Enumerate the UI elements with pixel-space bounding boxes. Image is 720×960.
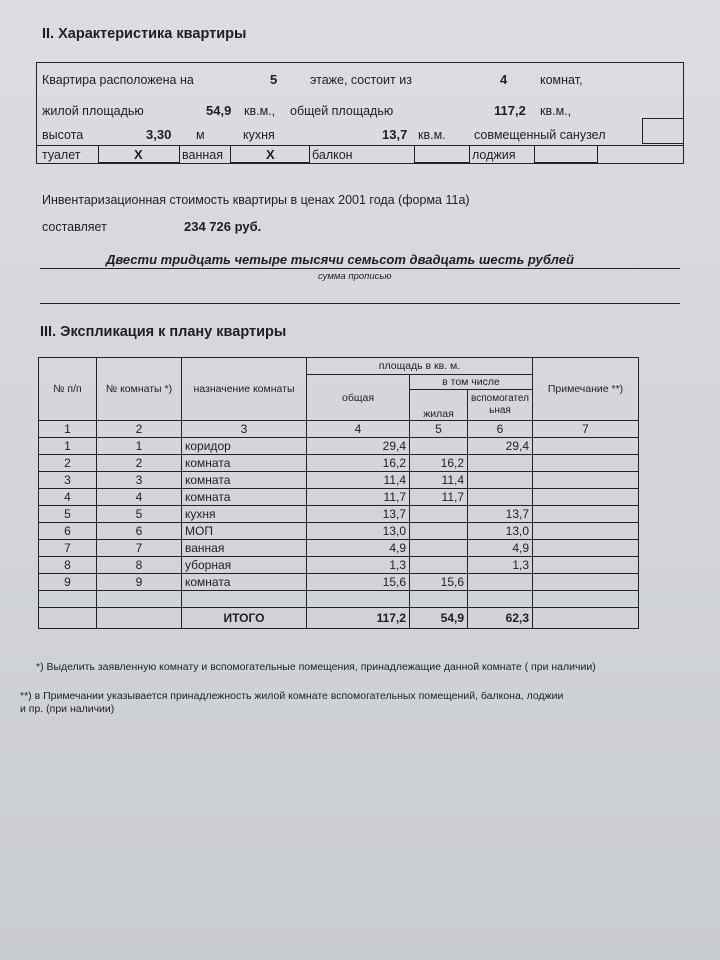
unit-meter: м: [196, 128, 205, 142]
amount-words-line: [40, 268, 680, 269]
total-label: ИТОГО: [182, 608, 307, 629]
header-area-group: площадь в кв. м.: [307, 358, 533, 375]
toilet-mark: Х: [134, 147, 143, 162]
footnote-1: *) Выделить заявленную комнату и вспомогательные помещения, принадлежащие данной комнате ( при наличии): [36, 661, 596, 673]
row-number: 5: [39, 506, 97, 523]
col-number: 2: [97, 421, 182, 438]
section2-title: II. Характеристика квартиры: [42, 26, 247, 42]
height-value: 3,30: [146, 127, 172, 142]
total-aux-sum: 62,3: [468, 608, 533, 629]
col-number: 6: [468, 421, 533, 438]
header-note: Примечание **): [533, 358, 639, 421]
col-number: 4: [307, 421, 410, 438]
label-amount: составляет: [42, 220, 107, 234]
row-total-area: 15,6: [307, 574, 410, 591]
row-living-area: [410, 557, 468, 574]
label-height: высота: [42, 128, 84, 142]
row-living-area: 11,4: [410, 472, 468, 489]
row-purpose: комната: [182, 574, 307, 591]
header-room-num: № комнаты *): [97, 358, 182, 421]
header-including: в том числе: [410, 375, 533, 390]
label-living-area: жилой площадью: [42, 104, 144, 118]
total-living-sum: 54,9: [410, 608, 468, 629]
row-purpose: коридор: [182, 438, 307, 455]
rooms-value: 4: [500, 72, 508, 87]
label-toilet: туалет: [42, 148, 81, 162]
row-total-area: 1,3: [307, 557, 410, 574]
row-purpose: комната: [182, 472, 307, 489]
row-living-area: [410, 438, 468, 455]
row-number: 6: [39, 523, 97, 540]
col-number: 3: [182, 421, 307, 438]
unit-sqm-2: кв.м.,: [540, 104, 572, 118]
row-number: 2: [39, 455, 97, 472]
row-room-number: 9: [97, 574, 182, 591]
row-living-area: [410, 540, 468, 557]
table-row: [39, 506, 639, 523]
table-row: [39, 540, 639, 557]
row-room-number: 8: [97, 557, 182, 574]
row-total-area: 11,4: [307, 472, 410, 489]
col-number: 7: [533, 421, 639, 438]
row-aux-area: [468, 574, 533, 591]
row-living-area: 16,2: [410, 455, 468, 472]
section3-title: III. Экспликация к плану квартиры: [40, 324, 287, 340]
row-room-number: 4: [97, 489, 182, 506]
row-room-number: 1: [97, 438, 182, 455]
row-total-area: 4,9: [307, 540, 410, 557]
table-row: [39, 557, 639, 574]
row-purpose: МОП: [182, 523, 307, 540]
row-room-number: 2: [97, 455, 182, 472]
footnote-2-line2: и пр. (при наличии): [20, 703, 115, 715]
total-area-sum: 117,2: [307, 608, 410, 629]
header-total: общая: [307, 375, 410, 421]
row-purpose: комната: [182, 489, 307, 506]
table-row: [39, 455, 639, 472]
row-total-area: 29,4: [307, 438, 410, 455]
row-note: [533, 574, 639, 591]
header-num: № п/п: [39, 358, 97, 421]
table-row: [39, 523, 639, 540]
valuation-text: Инвентаризационная стоимость квартиры в ценах 2001 года (форма 11а): [42, 193, 470, 207]
row-note: [533, 523, 639, 540]
row-note: [533, 438, 639, 455]
row-room-number: 6: [97, 523, 182, 540]
row-number: 7: [39, 540, 97, 557]
row-purpose: комната: [182, 455, 307, 472]
row-note: [533, 472, 639, 489]
label-kitchen: кухня: [243, 128, 275, 142]
row-living-area: 11,7: [410, 489, 468, 506]
bathroom-mark: Х: [266, 147, 275, 162]
label-rooms: комнат,: [540, 73, 583, 87]
row-note: [533, 506, 639, 523]
blank-line: [40, 303, 680, 304]
loggia-box: [534, 145, 598, 163]
row-number: 1: [39, 438, 97, 455]
label-floor: этаже, состоит из: [310, 73, 412, 87]
row-note: [533, 489, 639, 506]
row-purpose: ванная: [182, 540, 307, 557]
row-aux-area: [468, 455, 533, 472]
table-row: [39, 438, 639, 455]
row-aux-area: [468, 472, 533, 489]
table-row: [39, 472, 639, 489]
total-area-value: 117,2: [494, 103, 526, 118]
row-aux-area: 13,0: [468, 523, 533, 540]
row-number: 9: [39, 574, 97, 591]
col-number: 5: [410, 421, 468, 438]
label-bathroom: ванная: [182, 148, 223, 162]
row-living-area: [410, 523, 468, 540]
combined-bathroom-box: [642, 118, 684, 144]
label-located: Квартира расположена на: [42, 73, 194, 87]
row-room-number: 7: [97, 540, 182, 557]
row-living-area: [410, 506, 468, 523]
living-area-value: 54,9: [206, 103, 232, 118]
row-number: 4: [39, 489, 97, 506]
table-row: [39, 489, 639, 506]
row-note: [533, 540, 639, 557]
amount-in-words: Двести тридцать четыре тысячи семьсот двадцать шесть рублей: [106, 252, 574, 267]
row-purpose: кухня: [182, 506, 307, 523]
row-total-area: 11,7: [307, 489, 410, 506]
label-combined-bathroom: совмещенный санузел: [474, 128, 606, 142]
row-aux-area: 29,4: [468, 438, 533, 455]
floor-value: 5: [270, 72, 278, 87]
row-note: [533, 455, 639, 472]
label-loggia: лоджия: [472, 148, 516, 162]
col-number: 1: [39, 421, 97, 438]
unit-sqm-1: кв.м.,: [244, 104, 276, 118]
row-aux-area: 1,3: [468, 557, 533, 574]
row-aux-area: 4,9: [468, 540, 533, 557]
row-living-area: 15,6: [410, 574, 468, 591]
row-total-area: 13,7: [307, 506, 410, 523]
header-purpose: назначение комнаты: [182, 358, 307, 421]
row-room-number: 5: [97, 506, 182, 523]
row-note: [533, 557, 639, 574]
explication-table: [38, 357, 639, 629]
kitchen-value: 13,7: [382, 127, 408, 142]
label-balcony: балкон: [312, 148, 353, 162]
row-room-number: 3: [97, 472, 182, 489]
label-total-area: общей площадью: [290, 104, 394, 118]
balcony-box: [414, 145, 470, 163]
footnote-2-line1: **) в Примечании указывается принадлежность жилой комнате вспомогательных помещений, балкона, лоджии: [20, 690, 564, 702]
row-total-area: 16,2: [307, 455, 410, 472]
amount-value: 234 726 руб.: [184, 219, 262, 234]
row-number: 8: [39, 557, 97, 574]
row-purpose: уборная: [182, 557, 307, 574]
row-number: 3: [39, 472, 97, 489]
amount-words-caption: сумма прописью: [318, 271, 392, 282]
row-aux-area: [468, 489, 533, 506]
header-living: жилая: [410, 390, 468, 421]
table-row: [39, 574, 639, 591]
row-total-area: 13,0: [307, 523, 410, 540]
explication-rows: [39, 438, 639, 591]
header-aux: вспомогательная: [468, 390, 533, 421]
unit-sqm-3: кв.м.: [418, 128, 446, 142]
row-aux-area: 13,7: [468, 506, 533, 523]
